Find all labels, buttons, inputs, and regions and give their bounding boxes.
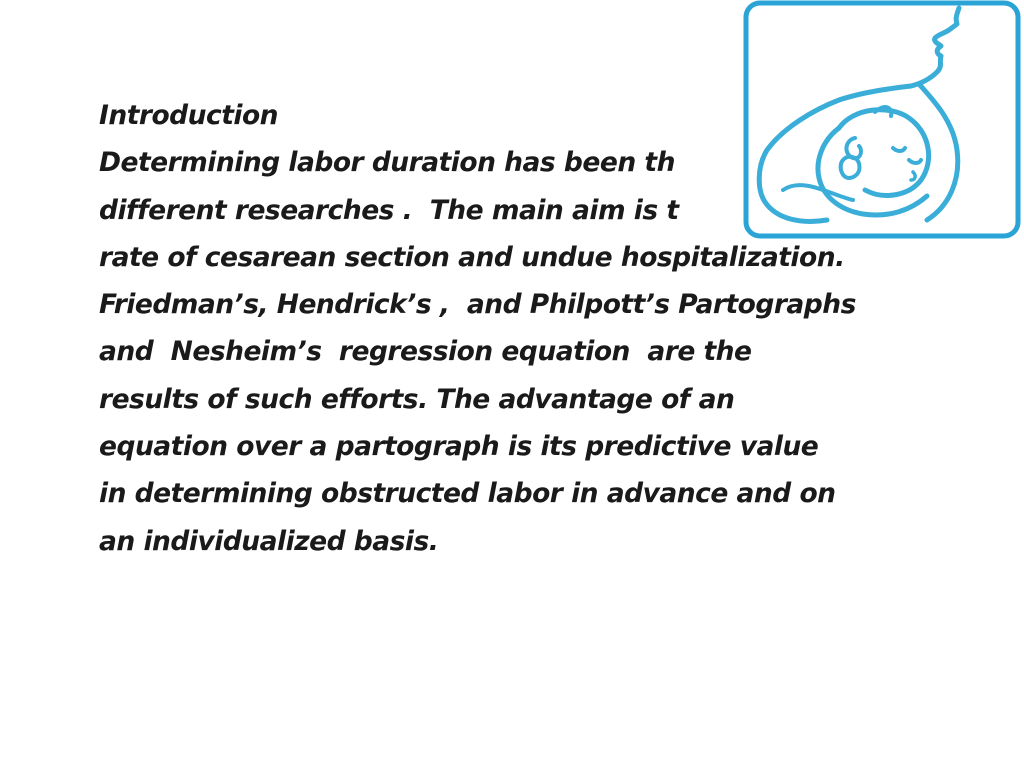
body-line: rate of cesarean section and undue hospitalization. — [99, 241, 845, 273]
body-line: an individualized basis. — [99, 525, 439, 557]
body-line: in determining obstructed labor in advance and on — [99, 478, 836, 510]
heading: Introduction — [99, 100, 279, 131]
body-line: different researches . The main aim is t — [99, 194, 679, 226]
body-line: equation over a partograph is its predictive value — [99, 431, 819, 463]
mother-baby-icon — [743, 0, 1024, 240]
mother-baby-logo — [743, 0, 1024, 240]
body-line: Friedman’s, Hendrick’s , and Philpott’s Partographs — [99, 289, 856, 321]
body-line: results of such efforts. The advantage of an — [99, 383, 735, 415]
body-line: and Nesheim’s regression equation are the — [99, 336, 752, 368]
body-line: Determining labor duration has been th — [99, 147, 675, 179]
